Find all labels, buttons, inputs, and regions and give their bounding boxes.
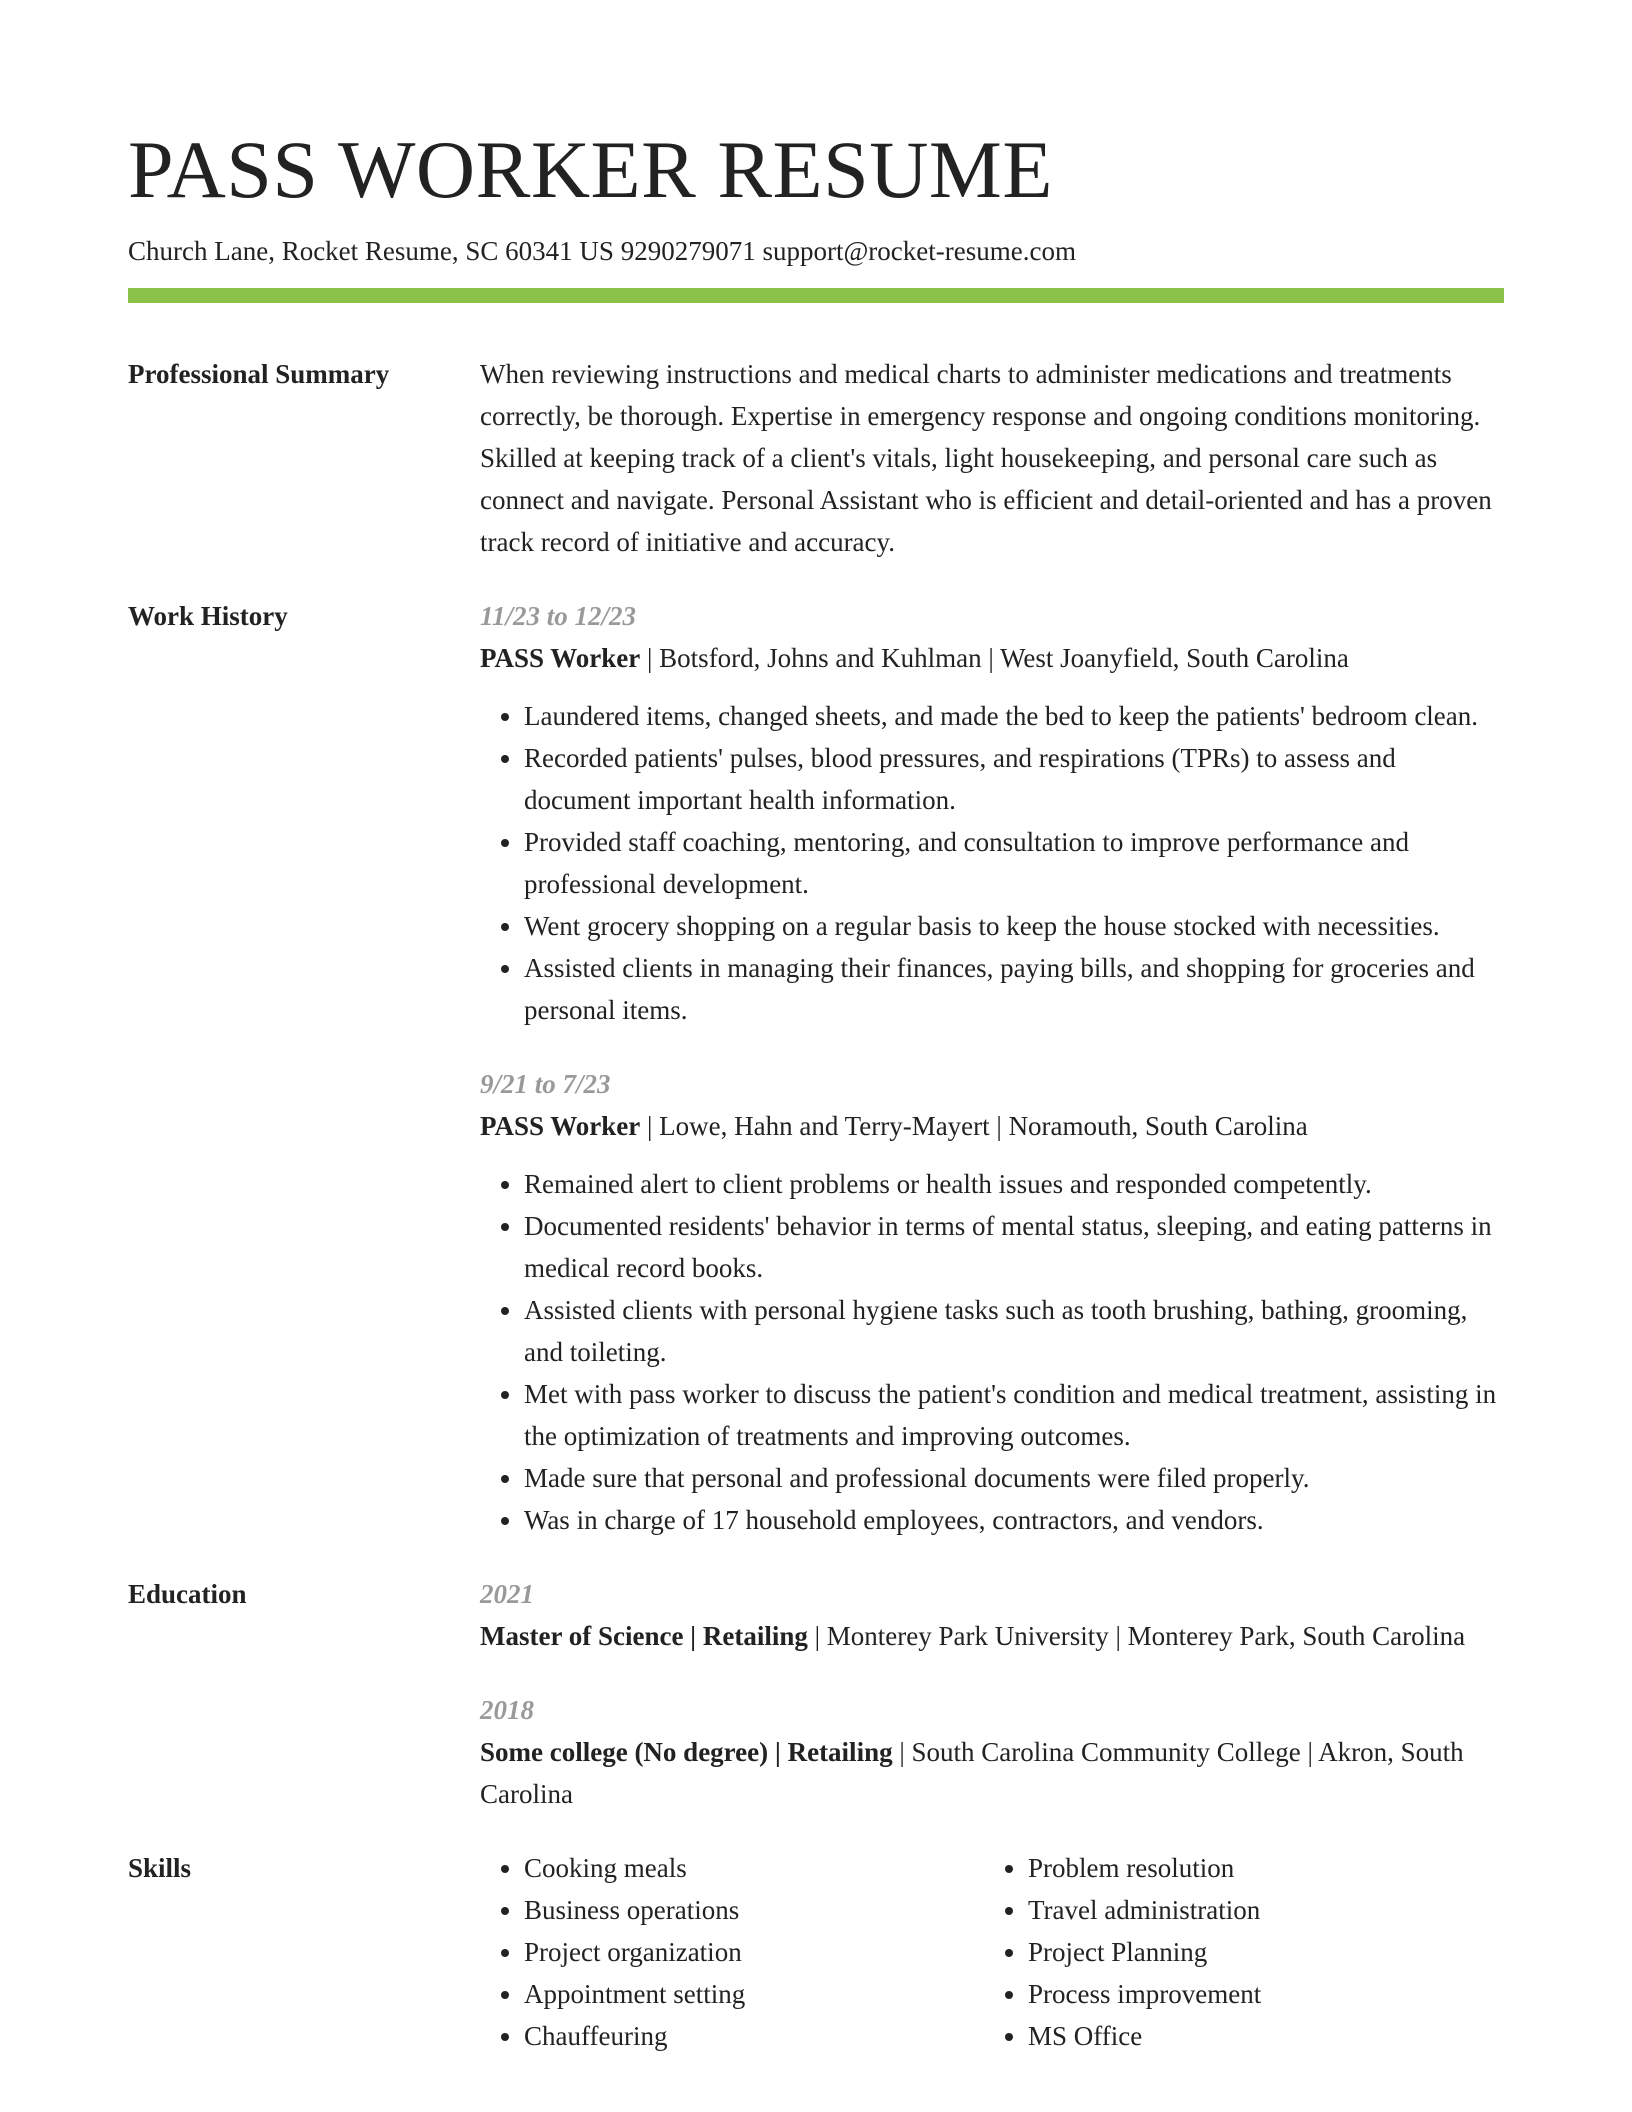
education-line bbox=[480, 1731, 1504, 1815]
job-bullet: • Made sure that personal and professional documents were filed properly. bbox=[524, 1457, 1504, 1499]
job-details: | Lowe, Hahn and Terry-Mayert | Noramouth, South Carolina bbox=[640, 1111, 1308, 1141]
skills-body bbox=[480, 1847, 1504, 2057]
degree-name: Master of Science | Retailing bbox=[480, 1621, 808, 1651]
job-bullet: • Documented residents' behavior in terms of mental status, sleeping, and eating patterns in medical record books. bbox=[524, 1205, 1504, 1289]
work-history-body bbox=[480, 595, 1504, 1541]
job-details: | Botsford, Johns and Kuhlman | West Joanyfield, South Carolina bbox=[640, 643, 1349, 673]
job-bullet: • Recorded patients' pulses, blood pressures, and respirations (TPRs) to assess and document important health information. bbox=[524, 737, 1504, 821]
summary-section bbox=[128, 353, 1504, 563]
education-section bbox=[128, 1573, 1504, 1815]
job-bullet: • Assisted clients with personal hygiene tasks such as tooth brushing, bathing, grooming, and toileting. bbox=[524, 1289, 1504, 1373]
skills-columns bbox=[480, 1847, 1504, 2057]
job-entry bbox=[480, 1063, 1504, 1541]
summary-heading: Professional Summary bbox=[128, 359, 390, 389]
education-body bbox=[480, 1573, 1504, 1815]
skill-item: • Process improvement bbox=[1028, 1973, 1488, 2015]
education-heading: Education bbox=[128, 1579, 247, 1609]
job-dates: 11/23 to 12/23 bbox=[480, 601, 637, 631]
skills-list-left bbox=[480, 1847, 984, 2057]
skills-list-right bbox=[984, 1847, 1488, 2057]
degree-name: Some college (No degree) | Retailing bbox=[480, 1737, 893, 1767]
job-bullet: • Was in charge of 17 household employees, contractors, and vendors. bbox=[524, 1499, 1504, 1541]
job-bullets bbox=[480, 1163, 1504, 1541]
job-dates: 9/21 to 7/23 bbox=[480, 1069, 611, 1099]
education-year: 2018 bbox=[480, 1695, 534, 1725]
job-bullet: • Went grocery shopping on a regular basis to keep the house stocked with necessities. bbox=[524, 905, 1504, 947]
work-history-heading: Work History bbox=[128, 601, 288, 631]
job-bullet: • Provided staff coaching, mentoring, and consultation to improve performance and professional development. bbox=[524, 821, 1504, 905]
skills-section bbox=[128, 1847, 1504, 2057]
job-title: PASS Worker bbox=[480, 643, 641, 673]
education-entry bbox=[480, 1689, 1504, 1815]
job-bullet: • Laundered items, changed sheets, and made the bed to keep the patients' bedroom clean. bbox=[524, 695, 1504, 737]
job-title-line bbox=[480, 1105, 1504, 1147]
skill-item: • Cooking meals bbox=[524, 1847, 984, 1889]
education-entry bbox=[480, 1573, 1504, 1657]
skill-item: • MS Office bbox=[1028, 2015, 1488, 2057]
job-bullets bbox=[480, 695, 1504, 1031]
resume-title: PASS WORKER RESUME bbox=[128, 124, 1053, 215]
education-line bbox=[480, 1615, 1504, 1657]
job-bullet: • Assisted clients in managing their finances, paying bills, and shopping for groceries and personal items. bbox=[524, 947, 1504, 1031]
job-title-line bbox=[480, 637, 1504, 679]
school-details: | South Carolina Community College | Akron, South Carolina bbox=[480, 1737, 1464, 1809]
skill-item: • Business operations bbox=[524, 1889, 984, 1931]
skill-item: • Chauffeuring bbox=[524, 2015, 984, 2057]
work-history-section bbox=[128, 595, 1504, 1541]
resume-page bbox=[128, 0, 1504, 2057]
skill-item: • Problem resolution bbox=[1028, 1847, 1488, 1889]
education-year: 2021 bbox=[480, 1579, 534, 1609]
header-divider bbox=[128, 288, 1504, 303]
skill-item: • Project Planning bbox=[1028, 1931, 1488, 1973]
job-title: PASS Worker bbox=[480, 1111, 641, 1141]
job-entry bbox=[480, 595, 1504, 1031]
skill-item: • Travel administration bbox=[1028, 1889, 1488, 1931]
job-bullet: • Met with pass worker to discuss the patient's condition and medical treatment, assisting in the optimization of treatments and improving outcomes. bbox=[524, 1373, 1504, 1457]
contact-line: Church Lane, Rocket Resume, SC 60341 US 9290279071 support@rocket-resume.com bbox=[128, 236, 1076, 266]
skill-item: • Project organization bbox=[524, 1931, 984, 1973]
skills-heading: Skills bbox=[128, 1853, 192, 1883]
school-details: | Monterey Park University | Monterey Park, South Carolina bbox=[807, 1621, 1466, 1651]
summary-text: When reviewing instructions and medical charts to administer medications and treatments correctly, be thorough. Expertise in emergency response and ongoing conditions monitoring. Skilled at keeping track of a client's vitals, light housekeeping, and personal care such as connect and navigate. Personal Assistant who is efficient and detail-oriented and has a proven track record of initiative and accuracy. bbox=[480, 359, 1492, 557]
skill-item: • Appointment setting bbox=[524, 1973, 984, 2015]
job-bullet: • Remained alert to client problems or health issues and responded competently. bbox=[524, 1163, 1504, 1205]
